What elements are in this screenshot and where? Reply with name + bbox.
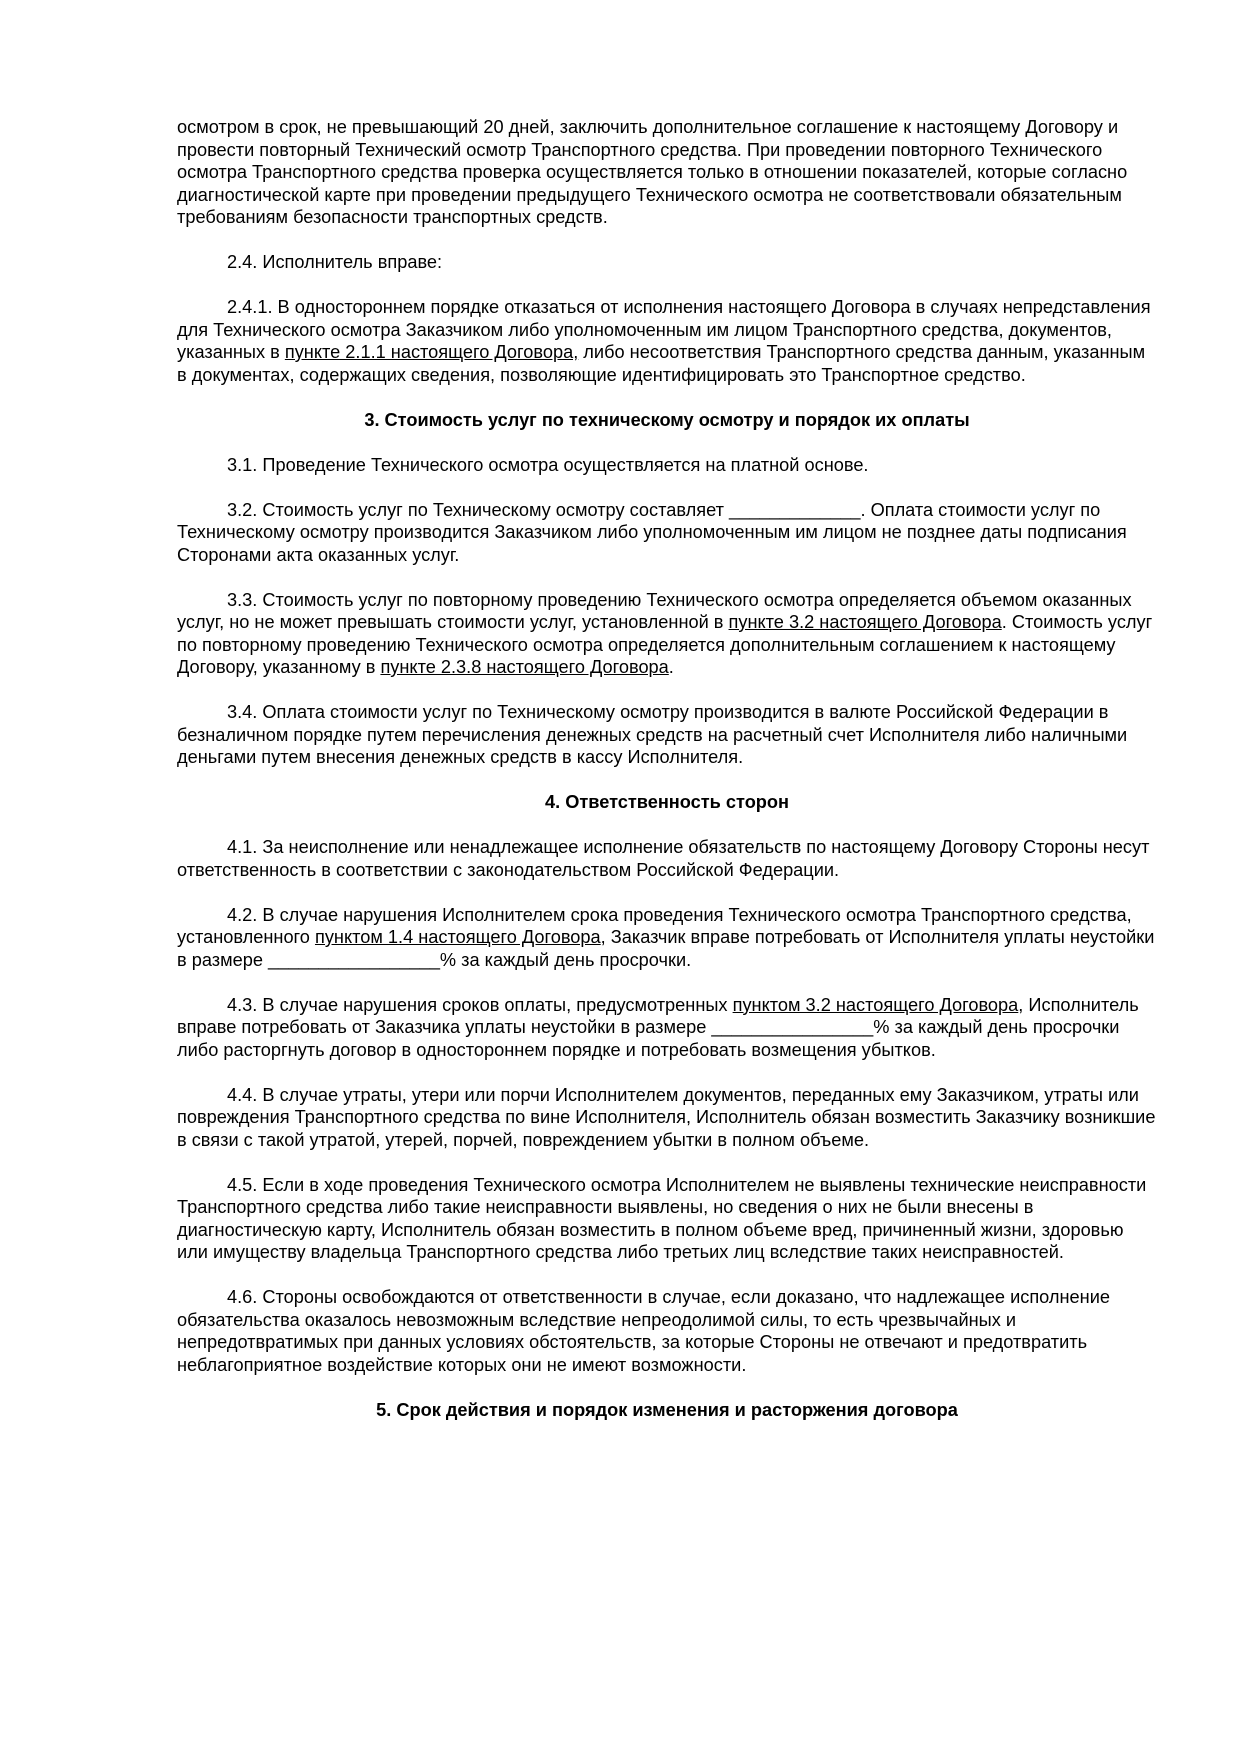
link-clause-2-1-1[interactable]: пункте 2.1.1 настоящего Договора, — [284, 342, 579, 362]
section-heading-3: 3. Стоимость услуг по техническому осмотру и порядок их оплаты — [364, 409, 970, 430]
paragraph-3-1: 3.1. Проведение Технического осмотра осуществляется на платной основе. — [227, 454, 869, 475]
paragraph-3-3-text-c: . — [668, 657, 674, 677]
paragraph-3-3-text-b: . Стоимость услуг по повторному проведению Технического осмотра определяется дополнительным соглашением к настоящему Договору, указанному в — [177, 612, 1153, 677]
paragraph-2-4: 2.4. Исполнитель вправе: — [227, 252, 443, 272]
paragraph-4-3-text-a: 4.3. В случае нарушения сроков оплаты, предусмотренных — [227, 994, 733, 1015]
paragraph-3-4: 3.4. Оплата стоимости услуг по Техническому осмотру производится в валюте Российской Федерации в безналичном порядке путем перечисления денежных средств на расчетный счет Исполнителя либо наличными деньгами путем внесения денежных средств в кассу Исполнителя. — [177, 702, 1128, 767]
paragraph-4-3 — [177, 994, 1157, 1062]
paragraph-3-3 — [177, 589, 1157, 679]
paragraph-4-2-text-b: , Заказчик вправе потребовать от Исполнителя уплаты неустойки в размере _________________% за каждый день просрочки. — [177, 927, 1155, 970]
paragraph-4-2-text-a: 4.2. В случае нарушения Исполнителем срока проведения Технического осмотра Транспортного средства, установленного — [177, 904, 1132, 947]
paragraph-2-4-1 — [177, 296, 1157, 386]
paragraph-2-4-1-text-b: либо несоответствия Транспортного средства данным, указанным в документах, содержащих сведения, позволяющие идентифицировать это Транспортное средство. — [177, 342, 1146, 385]
paragraph-4-2 — [177, 904, 1157, 972]
paragraph-4-6: 4.6. Стороны освобождаются от ответственности в случае, если доказано, что надлежащее исполнение обязательства оказалось невозможным вследствие непреодолимой силы, то есть чрезвычайных и непредотвратимых при данных условиях обстоятельств, за которые Стороны не отвечают и предотвратить неблагоприятное воздействие которых они не имеют возможности. — [177, 1287, 1110, 1375]
document-body — [177, 116, 1157, 1444]
paragraph-3-3-text-a: 3.3. Стоимость услуг по повторному проведению Технического осмотра определяется объемом оказанных услуг, но не может превышать стоимости услуг, установленной в — [177, 589, 1132, 632]
paragraph-4-5: 4.5. Если в ходе проведения Технического осмотра Исполнителем не выявлены технические неисправности Транспортного средства либо такие неисправности выявлены, но сведения о них не были внесены в диагностическую карту, Исполнитель обязан возместить в полном объеме вред, причиненный жизни, здоровью или имуществу владельца Транспортного средства либо третьих лиц вследствие таких неисправностей. — [177, 1174, 1147, 1262]
paragraph-continuation: осмотром в срок, не превышающий 20 дней, заключить дополнительное соглашение к настоящему Договору и провести повторный Технический осмотр Транспортного средства. При проведении повторного Технического осмотра Транспортного средства проверка осуществляется только в отношении показателей, которые согласно диагностической карте при проведении предыдущего Технического осмотра не соответствовали обязательным требованиям безопасности транспортных средств. — [177, 117, 1128, 227]
section-heading-4: 4. Ответственность сторон — [544, 792, 790, 812]
link-clause-1-4[interactable]: пунктом 1.4 настоящего Договора — [314, 927, 601, 947]
link-clause-3-2[interactable]: пункте 3.2 настоящего Договора — [728, 612, 1002, 632]
section-heading-5: 5. Срок действия и порядок изменения и расторжения договора — [376, 1399, 958, 1420]
link-clause-2-3-8[interactable]: пункте 2.3.8 настоящего Договора — [380, 657, 669, 677]
paragraph-3-2: 3.2. Стоимость услуг по Техническому осмотру составляет _____________. Оплата стоимости услуг по Техническому осмотру производится Заказчиком либо уполномоченным им лицом не позднее даты подписания Сторонами акта оказанных услуг. — [177, 499, 1127, 565]
paragraph-4-1: 4.1. За неисполнение или ненадлежащее исполнение обязательств по настоящему Договору Стороны несут ответственность в соответствии с законодательством Российской Федерации. — [177, 837, 1150, 880]
paragraph-4-4: 4.4. В случае утраты, утери или порчи Исполнителем документов, переданных ему Заказчиком, утраты или повреждения Транспортного средства по вине Исполнителя, Исполнитель обязан возместить Заказчику возникшие в связи с такой утратой, утерей, порчей, повреждением убытки в полном объеме. — [177, 1084, 1156, 1150]
link-clause-3-2-payment[interactable]: пунктом 3.2 настоящего Договора — [732, 994, 1019, 1015]
paragraph-2-4-1-text-a: 2.4.1. В одностороннем порядке отказаться от исполнения настоящего Договора в случаях непредставления для Технического осмотра Заказчиком либо уполномоченным им лицом Транспортного средства, документов, указанных в — [177, 297, 1151, 362]
paragraph-4-3-text-b: , Исполнитель вправе потребовать от Заказчика уплаты неустойки в размере ________________% за каждый день просрочки либо расторгнуть договор в одностороннем порядке и потребовать возмещения убытков. — [177, 994, 1139, 1060]
